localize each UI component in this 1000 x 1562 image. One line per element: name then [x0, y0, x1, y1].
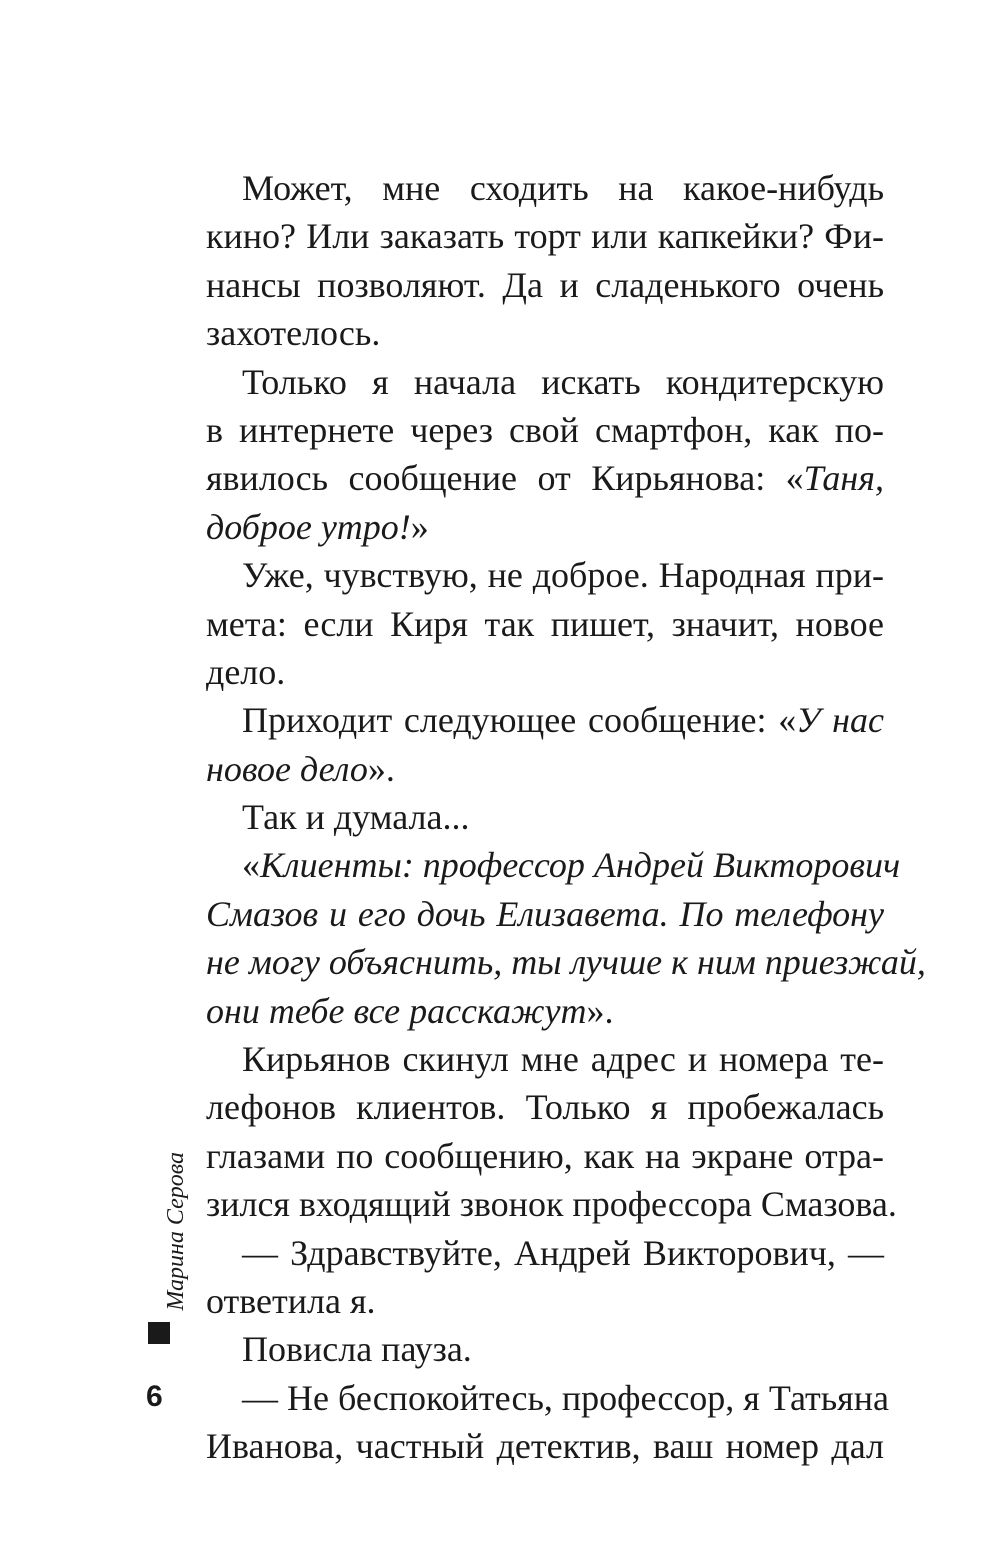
- italic-fragment: Клиенты: профессор Андрей Викторович: [260, 845, 901, 886]
- text-line: — Не беспокойтесь, профессор, я Татьяна: [242, 1377, 889, 1418]
- text-line: [206, 503, 884, 551]
- text-line: мета: если Киря так пишет, значит, новое: [206, 603, 884, 644]
- text-fragment: «: [242, 845, 260, 886]
- italic-fragment: Таня,: [803, 458, 884, 499]
- text-line: в интернете через свой смартфон, как по-: [206, 409, 884, 450]
- text-line: дело.: [206, 651, 286, 692]
- text-line: Может, мне сходить на какое-нибудь: [242, 168, 884, 208]
- square-bullet-icon: [148, 1322, 170, 1344]
- italic-fragment: новое дело: [206, 748, 368, 789]
- text-line: Кирьянов скинул мне адрес и номера те-: [242, 1039, 884, 1080]
- text-line: [206, 454, 884, 502]
- italic-fragment: У нас: [796, 700, 884, 741]
- text-fragment: явилось сообщение от Кирьянова: «: [206, 458, 804, 499]
- text-line: [206, 745, 884, 793]
- text-line: [206, 987, 884, 1035]
- body-text: [206, 164, 926, 1471]
- text-line: Уже, чувствую, не доброе. Народная при-: [242, 555, 884, 596]
- text-line: захотелось.: [206, 313, 381, 354]
- text-line: Повисла пауза.: [242, 1329, 472, 1370]
- text-line: кино? Или заказать торт или капкейки? Фи-: [206, 216, 884, 257]
- text-line: нансы позволяют. Да и сладенького очень: [206, 264, 884, 305]
- italic-fragment: доброе утро!: [206, 506, 411, 547]
- text-line: лефонов клиентов. Только я пробежалась: [206, 1087, 884, 1128]
- text-line: глазами по сообщению, как на экране отра-: [206, 1135, 884, 1176]
- text-line: зился входящий звонок профессора Смазова.: [206, 1184, 897, 1225]
- text-line: Смазов и его дочь Елизавета. По телефону: [206, 893, 884, 934]
- page-number: 6: [146, 1380, 163, 1413]
- text-line: не могу объяснить, ты лучше к ним приезжай,: [206, 942, 926, 983]
- text-line: Только я начала искать кондитерскую: [242, 361, 884, 402]
- text-line: Иванова, частный детектив, ваш номер дал: [206, 1426, 884, 1467]
- italic-fragment: они тебе все расскажут: [206, 990, 587, 1031]
- text-fragment: »: [410, 506, 429, 547]
- author-name: Марина Серова: [163, 1152, 189, 1311]
- text-fragment: ».: [586, 990, 614, 1031]
- text-fragment: ».: [367, 748, 395, 789]
- text-line: Так и думала...: [242, 797, 470, 838]
- text-line: — Здравствуйте, Андрей Викторович, —: [242, 1232, 884, 1273]
- text-line: [206, 841, 901, 889]
- text-fragment: Приходит следующее сообщение: «: [242, 700, 797, 741]
- text-line: ответила я.: [206, 1280, 376, 1321]
- text-line: [206, 696, 884, 744]
